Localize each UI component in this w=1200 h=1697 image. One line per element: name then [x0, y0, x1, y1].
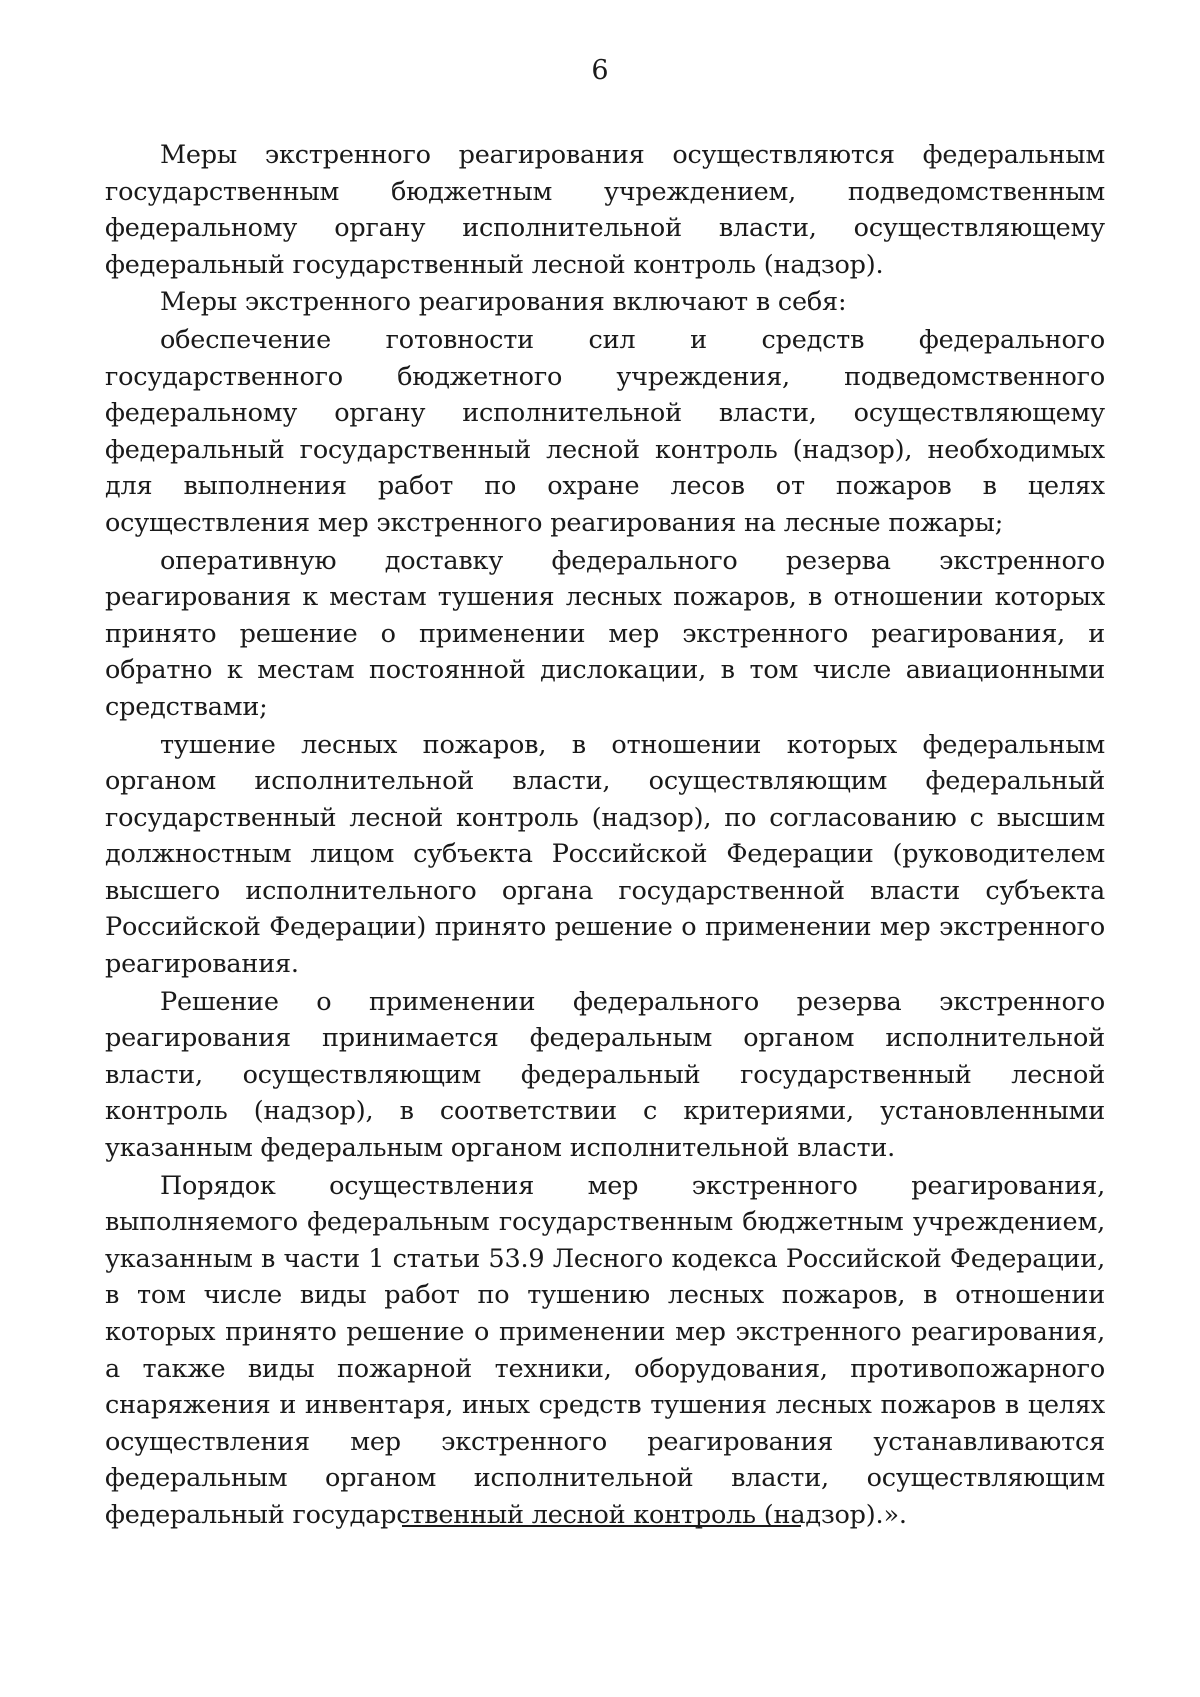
- paragraph-measures-include: Меры экстренного реагирования включают в себя:: [160, 287, 847, 318]
- paragraph-emergency-measures-executor: Меры экстренного реагирования осуществляются федеральным государственным бюджетным учреждением, подведомственным федеральному органу исполнительной власти, осуществляющему федеральный государственный лесной контроль (надзор).: [105, 140, 1105, 280]
- list-item-extinguishing: тушение лесных пожаров, в отношении которых федеральным органом исполнительной власти, осуществляющим федеральный государственный лесной контроль (надзор), по согласованию с высшим должностным лицом субъекта Российской Федерации (руководителем высшего исполнительного органа государственной власти субъекта Российской Федерации) принято решение о применении мер экстренного реагирования.: [105, 729, 1105, 980]
- page-number: 6: [591, 55, 609, 86]
- document-body: [105, 137, 1105, 1534]
- end-of-text-divider: [402, 1525, 801, 1527]
- paragraph-reserve-decision: Решение о применении федерального резерва экстренного реагирования принимается федеральным органом исполнительной власти, осуществляющим федеральный государственный лесной контроль (надзор), в соответствии с критериями, установленными указанным федеральным органом исполнительной власти.: [105, 986, 1105, 1164]
- list-item-readiness: обеспечение готовности сил и средств федерального государственного бюджетного учреждения, подведомственного федеральному органу исполнительной власти, осуществляющему федеральный государственный лесной контроль (надзор), необходимых для выполнения работ по охране лесов от пожаров в целях осуществления мер экстренного реагирования на лесные пожары;: [105, 324, 1105, 538]
- list-item-delivery: оперативную доставку федерального резерва экстренного реагирования к местам тушения лесных пожаров, в отношении которых принято решение о применении мер экстренного реагирования, и обратно к местам постоянной дислокации, в том числе авиационными средствами;: [105, 545, 1105, 722]
- paragraph-procedure: Порядок осуществления мер экстренного реагирования, выполняемого федеральным государственным бюджетным учреждением, указанным в части 1 статьи 53.9 Лесного кодекса Российской Федерации, в том числе виды работ по тушению лесных пожаров, в отношении которых принято решение о применении мер экстренного реагирования, а также виды пожарной техники, оборудования, противопожарного снаряжения и инвентаря, иных средств тушения лесных пожаров в целях осуществления мер экстренного реагирования устанавливаются федеральным органом исполнительной власти, осуществляющим федеральный государственный лесной контроль (надзор).».: [105, 1170, 1105, 1530]
